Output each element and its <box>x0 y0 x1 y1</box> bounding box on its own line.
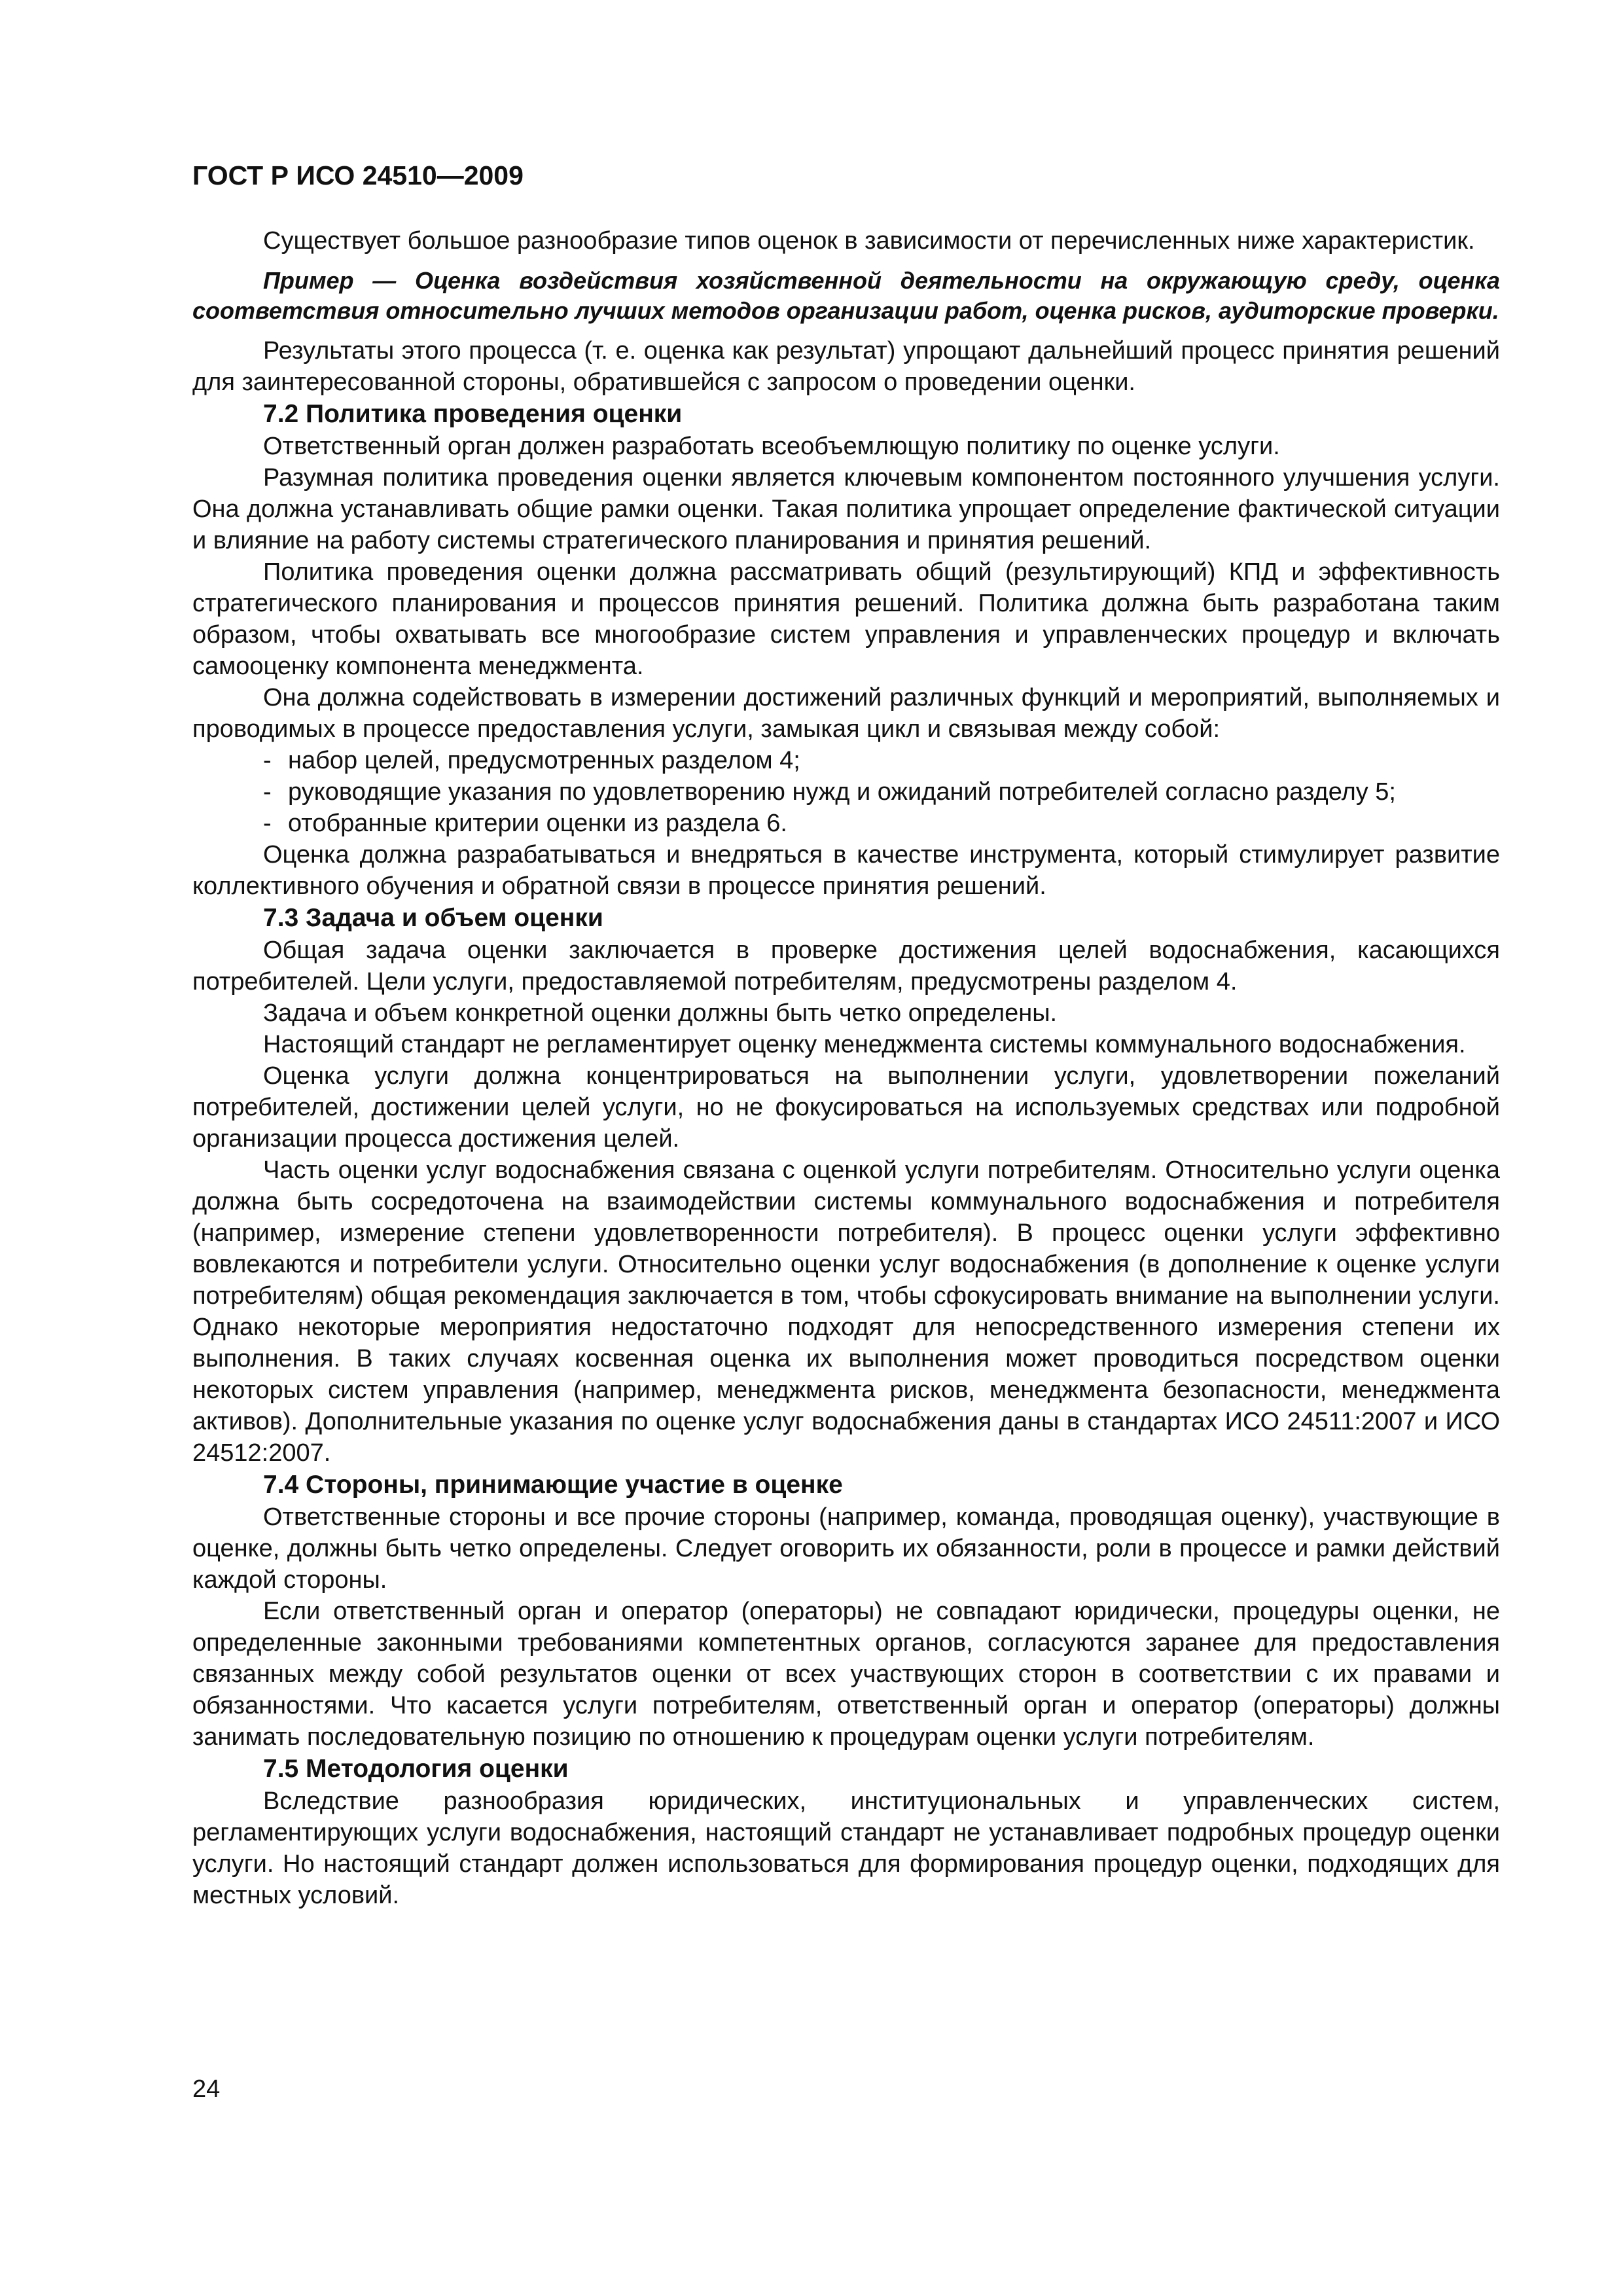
paragraph: Политика проведения оценки должна рассматривать общий (результирующий) КПД и эффективность стратегического планирования и процессов принятия решений. Политика должна быть разработана таким образом, чтобы охватывать все многообразие систем управления и управленческих процедур и включать самооценку компонента менеджмента. <box>192 558 1500 680</box>
document-header: ГОСТ Р ИСО 24510—2009 <box>192 160 524 190</box>
paragraph: Ответственные стороны и все прочие стороны (например, команда, проводящая оценку), участвующие в оценке, должны быть четко определены. Следует оговорить их обязанности, роли в процессе и рамки действий каждой стороны. <box>192 1503 1500 1594</box>
list-item <box>192 808 1500 839</box>
paragraph: Результаты этого процесса (т. е. оценка как результат) упрощают дальнейший процесс принятия решений для заинтересованной стороны, обратившейся с запросом о проведении оценки. <box>192 337 1500 396</box>
paragraph: Ответственный орган должен разработать всеобъемлющую политику по оценке услуги. <box>263 433 1280 460</box>
list-item-text: руководящие указания по удовлетворению нужд и ожиданий потребителей согласно разделу 5; <box>288 778 1396 806</box>
list-item-text: набор целей, предусмотренных разделом 4; <box>288 747 800 774</box>
paragraph: Разумная политика проведения оценки является ключевым компонентом постоянного улучшения услуги. Она должна устанавливать общие рамки оценки. Такая политика упрощает определение фактической ситуации и влияние на работу системы стратегического планирования и принятия решений. <box>192 464 1500 554</box>
list-item <box>192 776 1500 808</box>
paragraph: Общая задача оценки заключается в проверке достижения целей водоснабжения, касающихся потребителей. Цели услуги, предоставляемой потребителям, предусмотрены разделом 4. <box>192 937 1500 996</box>
list-item <box>192 745 1500 776</box>
section-heading-7-3: 7.3 Задача и объем оценки <box>263 904 603 932</box>
section-heading-7-4: 7.4 Стороны, принимающие участие в оценке <box>263 1471 843 1499</box>
section-heading-7-5: 7.5 Методология оценки <box>263 1755 569 1783</box>
dash-list <box>192 745 1500 839</box>
list-dash: - <box>263 747 272 774</box>
paragraph: Она должна содействовать в измерении достижений различных функций и мероприятий, выполняемых и проводимых в процессе предоставления услуги, замыкая цикл и связывая между собой: <box>192 684 1500 743</box>
paragraph: Часть оценки услуг водоснабжения связана с оценкой услуги потребителям. Относительно услуги оценка должна быть сосредоточена на взаимодействии системы коммунального водоснабжения и потребителя (например, измерение степени удовлетворенности потребителя). В процесс оценки услуги эффективно вовлекаются и потребители услуги. Относительно оценки услуг водоснабжения (в дополнение к оценке услуги потребителям) общая рекомендация заключается в том, чтобы сфокусировать внимание на выполнении услуги. Однако некоторые мероприятия недостаточно подходят для непосредственного измерения степени их выполнения. В таких случаях косвенная оценка их выполнения может проводиться посредством оценки некоторых систем управления (например, менеджмента рисков, менеджмента безопасности, менеджмента активов). Дополнительные указания по оценке услуг водоснабжения даны в стандартах ИСО 24511:2007 и ИСО 24512:2007. <box>192 1157 1500 1467</box>
paragraph: Оценка должна разрабатываться и внедряться в качестве инструмента, который стимулирует развитие коллективного обучения и обратной связи в процессе принятия решений. <box>192 841 1500 900</box>
page-number: 24 <box>192 2075 221 2103</box>
section-heading-7-2: 7.2 Политика проведения оценки <box>263 400 683 428</box>
page-content <box>192 158 1500 1911</box>
list-dash: - <box>263 810 272 837</box>
paragraph: Задача и объем конкретной оценки должны быть четко определены. <box>263 999 1058 1027</box>
paragraph: Вследствие разнообразия юридических, институциональных и управленческих систем, регламентирующих услуги водоснабжения, настоящий стандарт не устанавливает подробных процедур оценки услуги. Но настоящий стандарт должен использоваться для формирования процедур оценки, подходящих для местных условий. <box>192 1787 1500 1909</box>
example-note: Пример — Оценка воздействия хозяйственной деятельности на окружающую среду, оценка соответствия относительно лучших методов организации работ, оценка рисков, аудиторские проверки. <box>192 267 1500 324</box>
list-item-text: отобранные критерии оценки из раздела 6. <box>288 810 787 837</box>
list-dash: - <box>263 778 272 806</box>
paragraph: Существует большое разнообразие типов оценок в зависимости от перечисленных ниже характеристик. <box>263 227 1475 255</box>
paragraph: Если ответственный орган и оператор (операторы) не совпадают юридически, процедуры оценки, не определенные законными требованиями компетентных органов, согласуются заранее для предоставления связанных между собой результатов оценки от всех участвующих сторон в соответствии с их правами и обязанностями. Что касается услуги потребителям, ответственный орган и оператор (операторы) должны занимать последовательную позицию по отношению к процедурам оценки услуги потребителям. <box>192 1598 1500 1751</box>
paragraph: Оценка услуги должна концентрироваться на выполнении услуги, удовлетворении пожеланий потребителей, достижении целей услуги, но не фокусироваться на используемых средствах или подробной организации процесса достижения целей. <box>192 1062 1500 1153</box>
paragraph: Настоящий стандарт не регламентирует оценку менеджмента системы коммунального водоснабжения. <box>263 1031 1466 1058</box>
